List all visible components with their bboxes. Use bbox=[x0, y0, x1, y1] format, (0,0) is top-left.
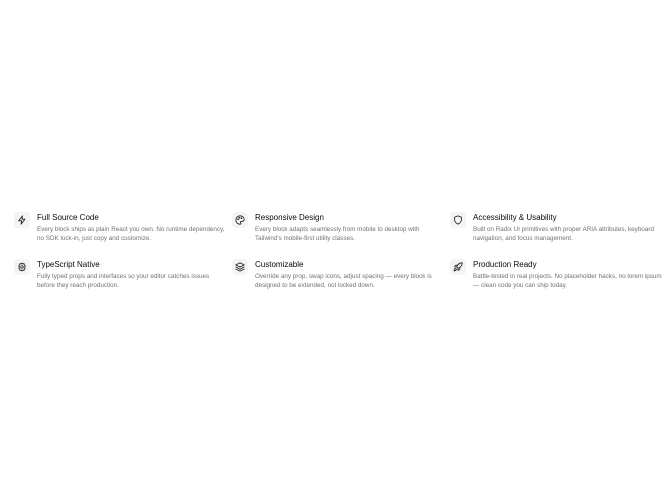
feature-description: Every block adapts seamlessly from mobile to desktop with Tailwind's mobile-first utility classes. bbox=[255, 226, 420, 242]
rocket-icon bbox=[450, 259, 466, 275]
feature-title: Responsive Design bbox=[255, 213, 324, 222]
feature-description: Battle-tested in real projects. No placeholder hacks, no lorem ipsum — clean code you can ship today. bbox=[473, 273, 662, 289]
feature-title: TypeScript Native bbox=[37, 260, 100, 269]
feature-title: Production Ready bbox=[473, 260, 537, 269]
features-grid bbox=[14, 212, 662, 293]
feature-typescript-native bbox=[14, 259, 232, 293]
zap-icon bbox=[14, 212, 30, 228]
settings-icon bbox=[14, 259, 30, 275]
feature-description: Built on Radix UI primitives with proper ARIA attributes, keyboard navigation, and focus management. bbox=[473, 226, 654, 242]
layers-icon bbox=[232, 259, 248, 275]
feature-description: Fully typed props and interfaces so your editor catches issues before they reach production. bbox=[37, 273, 210, 289]
feature-description: Override any prop, swap icons, adjust spacing — every block is designed to be extended, not locked down. bbox=[255, 273, 432, 289]
feature-title: Full Source Code bbox=[37, 213, 99, 222]
feature-description: Every block ships as plain React you own. No runtime dependency, no SDK lock-in, just copy and customize. bbox=[37, 226, 225, 242]
feature-responsive-design bbox=[232, 212, 450, 246]
feature-production-ready bbox=[450, 259, 662, 293]
shield-icon bbox=[450, 212, 466, 228]
feature-title: Customizable bbox=[255, 260, 304, 269]
feature-full-source-code bbox=[14, 212, 232, 246]
feature-accessibility-usability bbox=[450, 212, 659, 246]
palette-icon bbox=[232, 212, 248, 228]
feature-customizable bbox=[232, 259, 450, 293]
feature-title: Accessibility & Usability bbox=[473, 213, 557, 222]
